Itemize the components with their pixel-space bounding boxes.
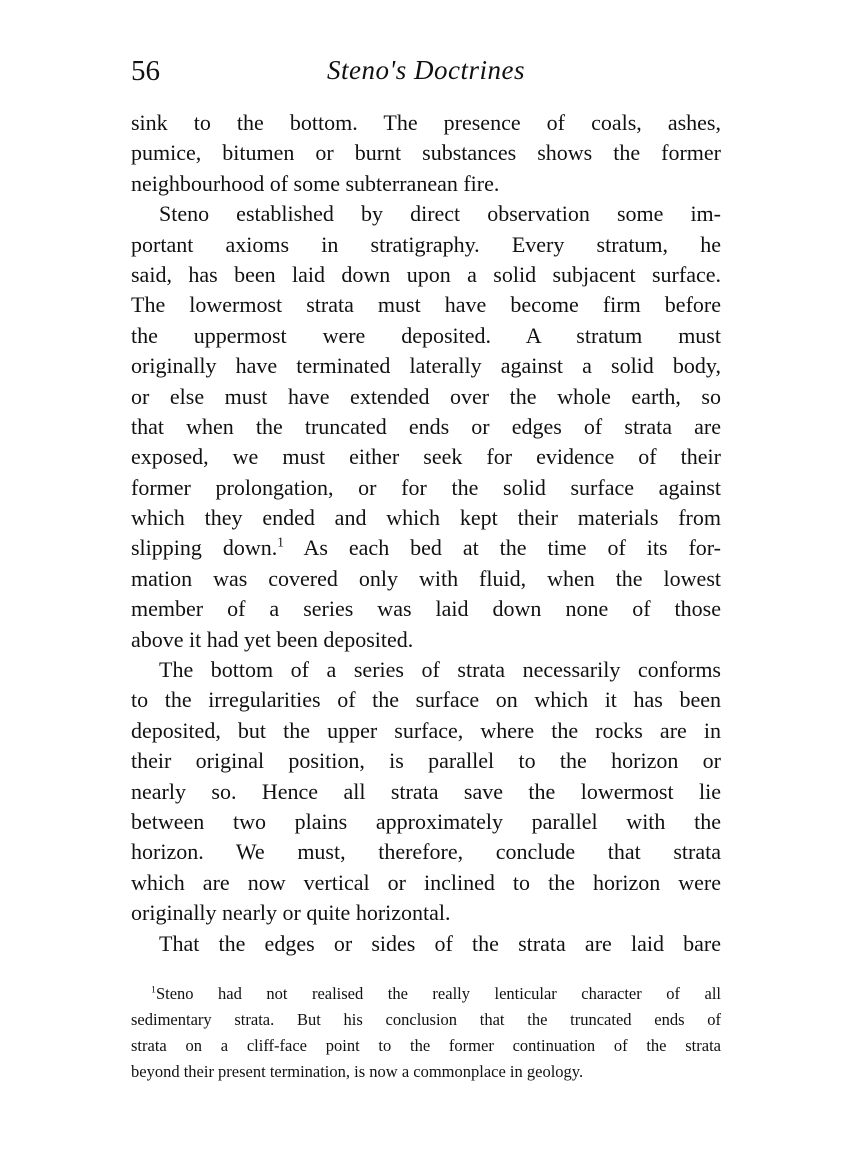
footnote-line: beyond their present termination, is now a commonplace in geology.	[131, 1062, 584, 1081]
footnote	[131, 981, 721, 1085]
text-line: former prolongation, or for the solid surface against	[131, 474, 721, 500]
text-line: said, has been laid down upon a solid subjacent surface.	[131, 261, 721, 287]
page-number: 56	[131, 55, 160, 87]
text-line: nearly so. Hence all strata save the lowermost lie	[131, 778, 721, 804]
text-line: deposited, but the upper surface, where the rocks are in	[131, 717, 721, 743]
text-line: The lowermost strata must have become firm before	[131, 292, 721, 318]
text-line: Steno established by direct observation some im-	[159, 201, 721, 227]
footnote-text: Steno had not realised the really lenticular character of all	[155, 984, 721, 1003]
text-line: above it had yet been deposited.	[131, 626, 414, 652]
footnote-line: sedimentary strata. But his conclusion that the truncated ends of	[131, 1010, 721, 1029]
text-line: sink to the bottom. The presence of coals, ashes,	[131, 110, 721, 135]
text-fragment: slipping down.	[131, 535, 278, 561]
text-line: horizon. We must, therefore, conclude that strata	[131, 839, 721, 865]
text-line: originally nearly or quite horizontal.	[131, 900, 451, 926]
text-line: or else must have extended over the whole earth, so	[131, 383, 721, 409]
text-line: their original position, is parallel to the horizon or	[131, 748, 721, 774]
text-line: The bottom of a series of strata necessarily conforms	[159, 657, 721, 683]
footnote-reference: 1	[277, 535, 284, 551]
text-line: exposed, we must either seek for evidence of their	[131, 444, 721, 470]
running-title: Steno's Doctrines	[326, 55, 525, 85]
text-line: neighbourhood of some subterranean fire.	[131, 170, 500, 196]
text-line-with-footnote-ref	[131, 533, 721, 563]
footnote-line: strata on a cliff-face point to the former continuation of the strata	[131, 1036, 721, 1055]
text-line: the uppermost were deposited. A stratum must	[131, 322, 721, 348]
body-text	[131, 108, 721, 959]
text-line: That the edges or sides of the strata are laid bare	[159, 930, 721, 956]
footnote-line	[131, 981, 721, 1007]
text-line: member of a series was laid down none of those	[131, 596, 721, 622]
text-line: between two plains approximately parallel with the	[131, 808, 721, 834]
text-line: that when the truncated ends or edges of strata are	[131, 413, 721, 439]
text-line: mation was covered only with fluid, when the lowest	[131, 565, 721, 591]
text-line: which are now vertical or inclined to the horizon were	[131, 869, 721, 895]
text-line: to the irregularities of the surface on which it has been	[131, 687, 721, 713]
text-line: originally have terminated laterally against a solid body,	[131, 353, 721, 379]
text-line: portant axioms in stratigraphy. Every stratum, he	[131, 231, 721, 257]
text-line: which they ended and which kept their materials from	[131, 505, 721, 531]
footnote-marker: 1	[151, 984, 156, 996]
text-line: pumice, bitumen or burnt substances shows the former	[131, 140, 721, 166]
page-header	[131, 55, 721, 95]
text-fragment: As each bed at the time of its for-	[283, 535, 721, 561]
